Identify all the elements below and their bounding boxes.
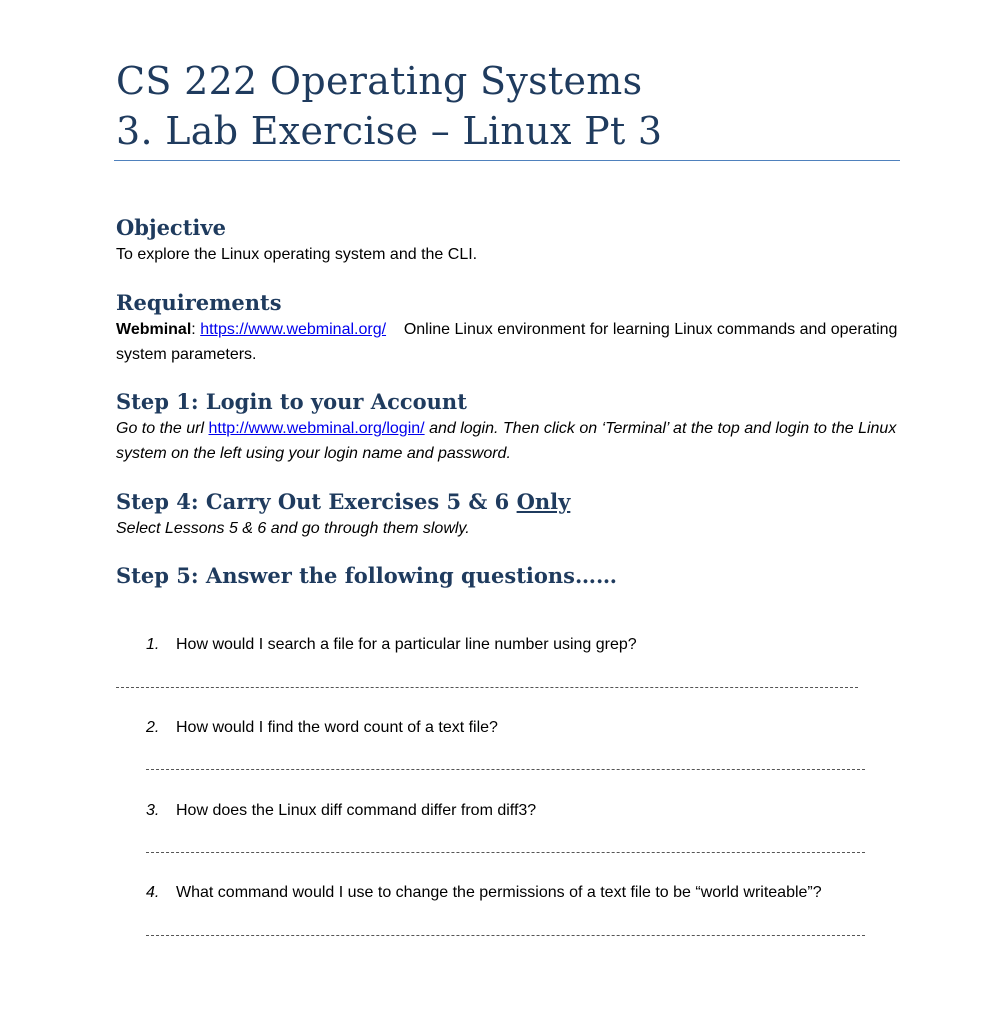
title-course: CS 222 Operating Systems [116, 59, 643, 103]
requirements-section [116, 289, 906, 367]
question-text: What command would I use to change the permissions of a text file to be “world writeable”? [176, 884, 822, 901]
step1-text [116, 416, 906, 466]
requirements-heading: Requirements [116, 290, 282, 315]
objective-heading: Objective [116, 215, 226, 240]
question-text: How would I find the word count of a text file? [176, 719, 498, 736]
title-lab: 3. Lab Exercise – Linux Pt 3 [116, 109, 663, 153]
webminal-colon: : [191, 321, 196, 338]
step4-heading-only: Only [516, 489, 571, 514]
webminal-label: Webminal [116, 321, 192, 338]
step4-section [116, 488, 906, 541]
objective-text: To explore the Linux operating system and the CLI. [116, 246, 478, 263]
step1-text-before: Go to the url [116, 420, 205, 437]
step4-heading [116, 488, 906, 516]
question-number: 3. [146, 802, 160, 819]
question-item [146, 634, 906, 656]
answer-line[interactable] [116, 687, 858, 688]
step1-text-after: and login. Then click on ‘Terminal’ at the top and login to the Linux system on the left using your login name and password. [116, 420, 897, 462]
objective-section [116, 214, 906, 267]
question-item [146, 800, 906, 822]
step1-section [116, 388, 906, 466]
step4-heading-main: Step 4: Carry Out Exercises 5 & 6 [116, 489, 510, 514]
answer-line[interactable] [146, 769, 865, 770]
answer-line[interactable] [146, 935, 865, 936]
question-item [146, 882, 906, 904]
webminal-link[interactable]: https://www.webminal.org/ [200, 321, 387, 338]
step4-text: Select Lessons 5 & 6 and go through them slowly. [116, 520, 470, 537]
question-item [146, 717, 906, 739]
title-divider [114, 160, 900, 161]
step5-heading: Step 5: Answer the following questions…… [116, 563, 617, 588]
question-number: 1. [146, 636, 160, 653]
webminal-login-link[interactable]: http://www.webminal.org/login/ [208, 420, 425, 437]
step5-section [116, 562, 906, 590]
question-number: 2. [146, 719, 160, 736]
requirements-text [116, 317, 906, 367]
document-title [116, 56, 900, 156]
question-number: 4. [146, 884, 160, 901]
question-text: How does the Linux diff command differ from diff3? [176, 802, 537, 819]
question-text: How would I search a file for a particular line number using grep? [176, 636, 637, 653]
answer-line[interactable] [146, 852, 865, 853]
step1-heading: Step 1: Login to your Account [116, 389, 467, 414]
webminal-description: Online Linux environment for learning Linux commands and operating system parameters. [116, 321, 898, 363]
